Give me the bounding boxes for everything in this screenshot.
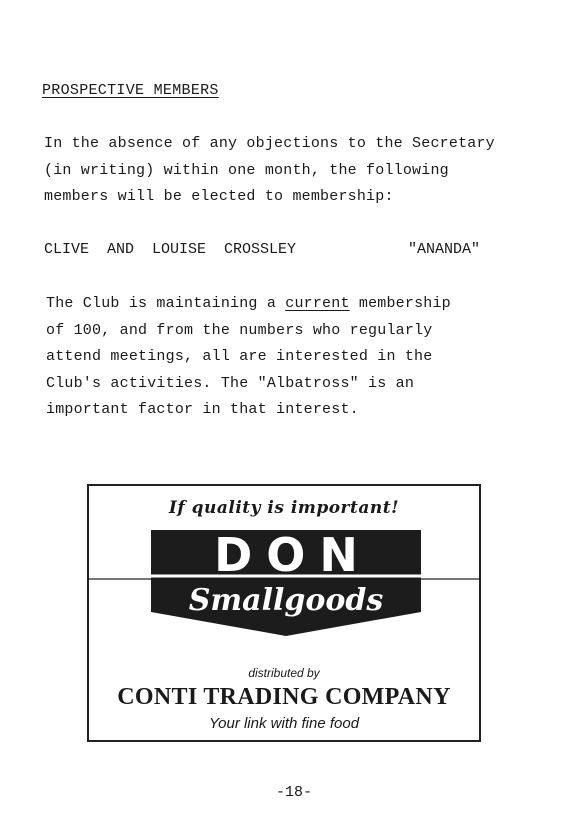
ad-tagline: If quality is important!: [168, 498, 400, 518]
page-number: -18-: [275, 784, 312, 801]
member-names: CLIVE AND LOUISE CROSSLEY: [44, 241, 297, 258]
member-boat-name: "ANANDA": [408, 241, 481, 258]
intro-line: In the absence of any objections to the Secretary: [44, 135, 495, 152]
distributed-by-label: distributed by: [248, 666, 320, 680]
advertisement: [87, 484, 481, 742]
underlined-word: current: [285, 295, 350, 312]
company-name: CONTI TRADING COMPANY: [117, 684, 451, 710]
club-line: The Club is maintaining a: [46, 295, 286, 312]
club-line: Club's activities. The "Albatross" is an: [46, 374, 415, 392]
brand-name: DON: [214, 528, 372, 582]
intro-line: members will be elected to membership:: [44, 188, 394, 205]
ad-slogan: Your link with fine food: [208, 715, 360, 732]
club-line: important factor in that interest.: [46, 401, 359, 418]
intro-line: (in writing) within one month, the following: [44, 161, 449, 179]
brand-subtitle: Smallgoods: [188, 583, 384, 618]
club-line: membership: [349, 295, 451, 312]
club-line: of 100, and from the numbers who regularly: [46, 321, 433, 339]
club-paragraph: [46, 291, 451, 424]
section-heading: PROSPECTIVE MEMBERS: [42, 82, 219, 99]
club-line: attend meetings, all are interested in the: [46, 348, 433, 365]
intro-paragraph: [44, 131, 495, 211]
